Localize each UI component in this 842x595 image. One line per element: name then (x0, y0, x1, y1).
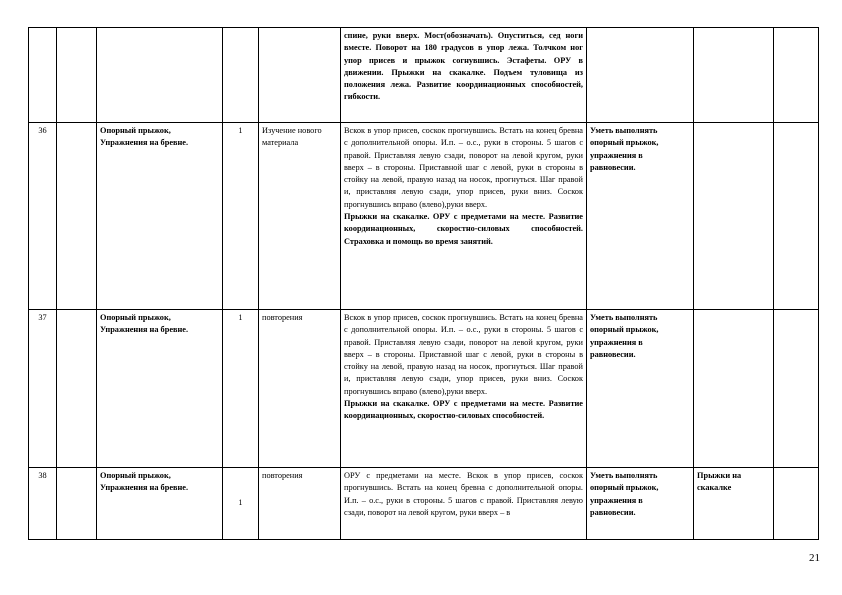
lesson-plan-table (28, 27, 819, 540)
table-row-continuation (29, 28, 819, 123)
cell-requirements (587, 28, 694, 123)
cell-date (57, 28, 97, 123)
table-row (29, 123, 819, 310)
lesson-requirements: Уметь выполнять опорный прыжок, упражнения в равновесии. (587, 468, 694, 540)
cell-extra (774, 468, 819, 540)
lesson-content-regular: ОРУ с предметами на месте. Вскок в упор присев, соскок прогнувшись. Встать на конец бревна с дополнительной опоры. И.п. – о.с., руки в стороны. 5 шагов с правой. Приставляя левую сзади, поворот на левой кругом, руки вверх – в (344, 471, 583, 517)
lesson-topic: Опорный прыжок, Упражнения на бревне. (97, 310, 223, 468)
lesson-content-regular: Вскок в упор присев, соскок прогнувшись. Встать на конец бревна с дополнительной опоры. И.п. – о.с., руки в стороны. 5 шагов с правой. Приставляя левую сзади, поворот на левой кругом, руки вверх – в стороны. Приставной шаг с левой, руки в стороны в стойку на левой, правую назад на носок, прогнуться. Шаг правой и, приставляя левую сзади, упор присев, руки вниз. Соскок прогнувшись вправо (влево),руки вверх. (344, 126, 583, 209)
table-row (29, 468, 819, 540)
lesson-requirements: Уметь выполнять опорный прыжок, упражнения в равновесии. (587, 310, 694, 468)
cell-hours (223, 28, 259, 123)
cell-control (694, 28, 774, 123)
lesson-control: Прыжки на скакалке (694, 468, 774, 540)
table-row (29, 310, 819, 468)
cell-num (29, 28, 57, 123)
lesson-content-bold: Прыжки на скакалке. ОРУ с предметами на месте. Развитие координационных, скоростно-силовых способностей. Страховка и помощь во время занятий. (344, 212, 583, 246)
cell-extra (774, 28, 819, 123)
cell-type (259, 28, 341, 123)
lesson-number: 38 (29, 468, 57, 540)
lesson-hours: 1 (223, 468, 259, 540)
lesson-number: 36 (29, 123, 57, 310)
cell-topic (97, 28, 223, 123)
lesson-requirements: Уметь выполнять опорный прыжок, упражнения в равновесии. (587, 123, 694, 310)
page-number: 21 (809, 552, 820, 564)
lesson-content (341, 468, 587, 540)
lesson-hours: 1 (223, 310, 259, 468)
lesson-control (694, 310, 774, 468)
cell-extra (774, 123, 819, 310)
cell-extra (774, 310, 819, 468)
lesson-content (341, 310, 587, 468)
lesson-content-regular: Вскок в упор присев, соскок прогнувшись. Встать на конец бревна с дополнительной опоры. И.п. – о.с., руки в стороны. 5 шагов с правой. Приставляя левую сзади, поворот на левой кругом, руки вверх – в стороны. Приставной шаг с левой, руки в стороны в стойку на левой, правую назад на носок, прогнуться. Шаг правой и, приставляя левую сзади, упор присев, руки вниз. Соскок прогнувшись вправо (влево),руки вверх. (344, 313, 583, 396)
lesson-content-bold: Прыжки на скакалке. ОРУ с предметами на месте. Развитие координационных, скоростно-силовых способностей. (344, 399, 583, 421)
lesson-type: Изучение нового материала (259, 123, 341, 310)
lesson-number: 37 (29, 310, 57, 468)
cell-date (57, 123, 97, 310)
cell-content: спине, руки вверх. Мост(обозначать). Опуститься, сед ноги вместе. Поворот на 180 градусов в упор лежа. Толчком ног упор присев и прыжок согнувшись. Эстафеты. ОРУ в движении. Прыжки на скакалке. Подъем туловища из положения лежа. Развитие координационных способностей, гибкости. (341, 28, 587, 123)
lesson-control (694, 123, 774, 310)
lesson-type: повторения (259, 468, 341, 540)
lesson-content (341, 123, 587, 310)
cell-date (57, 468, 97, 540)
lesson-hours: 1 (223, 123, 259, 310)
lesson-topic: Опорный прыжок, Упражнения на бревне. (97, 123, 223, 310)
lesson-type: повторения (259, 310, 341, 468)
lesson-topic: Опорный прыжок, Упражнения на бревне. (97, 468, 223, 540)
cell-date (57, 310, 97, 468)
